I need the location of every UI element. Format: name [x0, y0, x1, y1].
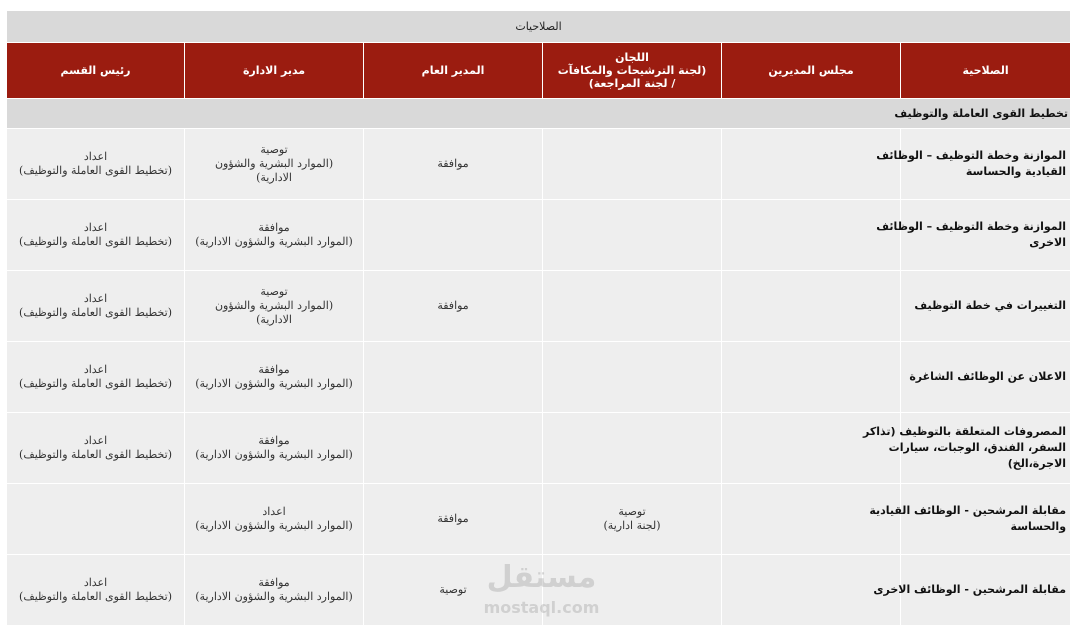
cell-admin-manager-line: موافقة: [258, 363, 290, 376]
cell-admin-manager-line: (الموارد البشرية والشؤون الادارية): [195, 235, 353, 248]
cell-authority-line: الاخرى: [1029, 236, 1067, 249]
header-board: مجلس المديرين: [722, 43, 901, 99]
cell-board: [722, 200, 901, 271]
table-row: [7, 342, 1071, 413]
cell-admin-manager-line: اعداد: [262, 505, 286, 518]
cell-section-head-line: اعداد: [83, 434, 108, 447]
cell-committees: [543, 342, 722, 413]
cell-board: [722, 129, 901, 200]
cell-section-head-line: (تخطيط القوى العاملة والتوظيف): [19, 377, 172, 390]
watermark-logo: [474, 560, 609, 620]
cell-admin-manager-line: توصية: [260, 143, 288, 156]
table-row: [7, 413, 1071, 484]
cell-authority-line: التغييرات في خطة التوظيف: [914, 299, 1067, 312]
cell-admin-manager: [185, 413, 364, 484]
table-header-row: [7, 43, 1071, 99]
cell-admin-manager-line: (الموارد البشرية والشؤون الادارية): [195, 377, 353, 390]
cell-committees: [543, 129, 722, 200]
cell-section-head-line: اعداد: [83, 150, 108, 163]
cell-committees: [543, 484, 722, 555]
cell-section-head-line: (تخطيط القوى العاملة والتوظيف): [19, 306, 172, 319]
cell-authority: [863, 413, 1071, 484]
cell-admin-manager-line: (الموارد البشرية والشؤون الادارية): [195, 519, 353, 532]
table-title-row: [7, 11, 1071, 43]
table-title: الصلاحيات: [7, 11, 1071, 43]
cell-authority-line: القيادية والحساسة: [965, 165, 1067, 178]
cell-board: [722, 484, 901, 555]
cell-admin-manager-line: الادارية): [256, 313, 292, 326]
cell-authority-line: السفر، الفندق، الوجبات، سيارات: [888, 441, 1067, 454]
cell-section-head-line: اعداد: [83, 292, 108, 305]
cell-authority-line: الموازنة وخطة التوظيف – الوظائف: [876, 220, 1067, 233]
cell-admin-manager-line: موافقة: [258, 434, 290, 447]
cell-authority: [901, 342, 1071, 413]
cell-section-head: [7, 271, 185, 342]
cell-general-manager-line: موافقة: [437, 512, 469, 525]
cell-section-head: [7, 555, 185, 626]
cell-section-head: [7, 342, 185, 413]
cell-committees-line: (لجنة ادارية): [603, 519, 661, 532]
cell-board: [722, 342, 901, 413]
cell-admin-manager-line: (الموارد البشرية والشؤون الادارية): [195, 448, 353, 461]
cell-general-manager-line: موافقة: [437, 157, 469, 170]
watermark-text: مستقل: [486, 560, 597, 595]
cell-section-head: [7, 129, 185, 200]
permissions-sheet: [6, 10, 1070, 626]
cell-general-manager-line: توصية: [439, 583, 467, 596]
cell-admin-manager-line: (الموارد البشرية والشؤون الادارية): [195, 590, 353, 603]
cell-authority-line: الموازنة وخطة التوظيف – الوظائف: [876, 149, 1067, 162]
cell-general-manager: [364, 200, 543, 271]
cell-section-head: [7, 413, 185, 484]
section-row: [7, 99, 1071, 129]
header-general-manager: المدير العام: [364, 43, 543, 99]
header-committees: [543, 43, 722, 99]
cell-admin-manager-line: توصية: [260, 285, 288, 298]
cell-section-head: [7, 200, 185, 271]
cell-authority: [869, 484, 1071, 555]
cell-admin-manager-line: موافقة: [258, 576, 290, 589]
header-admin-manager: مدير الادارة: [185, 43, 364, 99]
table-row: [7, 484, 1071, 555]
cell-section-head: [7, 484, 185, 555]
cell-section-head-line: اعداد: [83, 363, 108, 376]
cell-committees: [543, 271, 722, 342]
cell-committees: [543, 413, 722, 484]
table-row: [7, 200, 1071, 271]
cell-section-head-line: (تخطيط القوى العاملة والتوظيف): [19, 448, 172, 461]
cell-authority-line: الاعلان عن الوظائف الشاغرة: [909, 370, 1067, 383]
cell-section-head-line: اعداد: [83, 576, 108, 589]
cell-authority: [873, 555, 1071, 626]
header-committees-line: اللجان: [615, 51, 649, 64]
table-body: [7, 129, 1071, 626]
cell-authority: [901, 271, 1071, 342]
cell-admin-manager: [185, 271, 364, 342]
header-committees-line: / لجنة المراجعة): [588, 77, 676, 90]
cell-authority: [876, 129, 1071, 200]
cell-admin-manager-line: الادارية): [256, 171, 292, 184]
cell-admin-manager-line: (الموارد البشرية والشؤون: [214, 299, 334, 312]
cell-admin-manager: [185, 342, 364, 413]
section-title: تخطيط القوى العاملة والتوظيف: [7, 99, 1071, 129]
cell-section-head-line: (تخطيط القوى العاملة والتوظيف): [19, 235, 172, 248]
cell-general-manager: [364, 413, 543, 484]
cell-general-manager-line: موافقة: [437, 299, 469, 312]
cell-general-manager: [364, 484, 543, 555]
cell-admin-manager: [185, 200, 364, 271]
cell-section-head-line: اعداد: [83, 221, 108, 234]
cell-admin-manager: [185, 555, 364, 626]
watermark-subtext: mostaql.com: [483, 598, 600, 617]
table-row: [7, 271, 1071, 342]
cell-authority-line: الاجرة،الخ): [1007, 457, 1067, 470]
cell-authority-line: مقابلة المرشحين - الوظائف القيادية: [869, 504, 1067, 517]
cell-general-manager: [364, 271, 543, 342]
cell-authority: [876, 200, 1071, 271]
cell-general-manager: [364, 129, 543, 200]
cell-committees: [543, 200, 722, 271]
cell-section-head-line: (تخطيط القوى العاملة والتوظيف): [19, 590, 172, 603]
cell-committees-line: توصية: [618, 505, 646, 518]
cell-authority-line: المصروفات المتعلقة بالتوظيف (تذاكر: [863, 425, 1067, 438]
cell-admin-manager-line: (الموارد البشرية والشؤون: [214, 157, 334, 170]
header-section-head: رئيس القسم: [7, 43, 185, 99]
cell-authority-line: مقابلة المرشحين - الوظائف الاخرى: [873, 583, 1067, 596]
header-committees-line: (لجنة الترشيحات والمكافآت: [557, 64, 707, 77]
cell-admin-manager: [185, 484, 364, 555]
permissions-table: [6, 10, 1071, 626]
cell-board: [722, 271, 901, 342]
cell-section-head-line: (تخطيط القوى العاملة والتوظيف): [19, 164, 172, 177]
cell-admin-manager-line: موافقة: [258, 221, 290, 234]
cell-general-manager: [364, 342, 543, 413]
cell-admin-manager: [185, 129, 364, 200]
table-row: [7, 129, 1071, 200]
header-authority: الصلاحية: [901, 43, 1071, 99]
cell-authority-line: والحساسة: [1010, 520, 1067, 533]
